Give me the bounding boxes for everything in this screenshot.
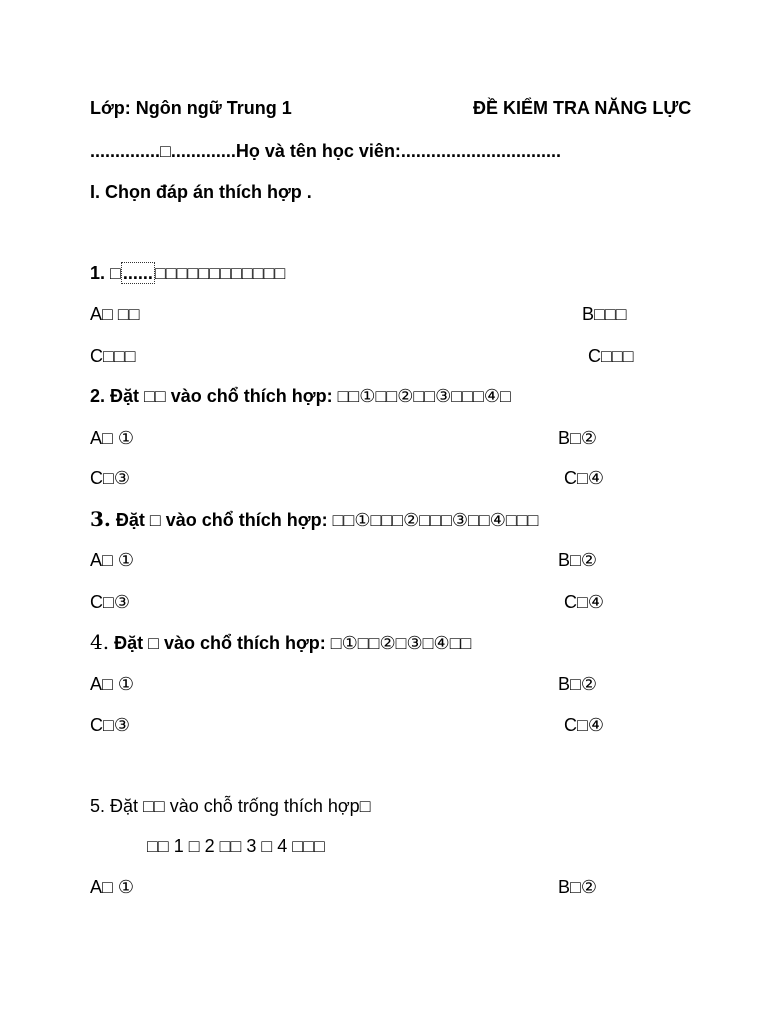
option-d: C□□□	[588, 346, 634, 366]
option-a: A□ □□	[90, 304, 140, 324]
option-c: C□□□	[90, 346, 136, 366]
question-sentence: □□ 1 □ 2 □□ 3 □ 4 □□□	[147, 836, 325, 856]
question-4	[90, 630, 471, 655]
question-prefix: □	[110, 263, 121, 283]
question-number: 4.	[90, 630, 110, 654]
question-sentence: □□①□□②□□③□□□④□	[337, 386, 511, 406]
section-title: I. Chọn đáp án thích hợp .	[90, 182, 312, 202]
option-b: B□②	[558, 674, 598, 694]
question-2	[90, 384, 511, 408]
question-3	[90, 507, 538, 532]
option-b: B□②	[558, 877, 598, 897]
option-c: C□③	[90, 592, 131, 612]
option-c: C□③	[90, 468, 131, 488]
question-number: 1.	[90, 263, 111, 283]
option-b: B□②	[558, 550, 598, 570]
option-d: C□④	[564, 468, 605, 488]
option-a: A□ ①	[90, 550, 135, 570]
option-d: C□④	[564, 715, 605, 735]
name-line: ..............□.............Họ và tên học viên:................................	[90, 141, 561, 161]
question-5: 5. Đặt □□ vào chỗ trống thích hợp□	[90, 796, 371, 816]
option-d: C□④	[564, 592, 605, 612]
option-b: B□②	[558, 428, 598, 448]
question-number: 3.	[90, 507, 111, 531]
question-1	[90, 261, 285, 285]
option-a: A□ ①	[90, 674, 135, 694]
question-label: Đặt □ vào chổ thích hợp:	[109, 633, 331, 653]
option-a: A□ ①	[90, 877, 135, 897]
question-text: □□□□□□□□□□□□	[154, 263, 286, 283]
question-sentence: □①□□②□③□④□□	[330, 633, 472, 653]
option-b: B□□□	[582, 304, 627, 324]
option-a: A□ ①	[90, 428, 135, 448]
class-label: Lớp: Ngôn ngữ Trung 1	[90, 98, 292, 118]
question-label: 2. Đặt □□ vào chổ thích hợp:	[90, 386, 338, 406]
test-title: ĐỀ KIỂM TRA NĂNG LỰC	[473, 98, 692, 118]
blank-box: ......	[122, 263, 153, 283]
question-sentence: □□①□□□②□□□③□□④□□□	[332, 510, 539, 530]
question-label: Đặt □ vào chổ thích hợp:	[110, 510, 333, 530]
option-c: C□③	[90, 715, 131, 735]
